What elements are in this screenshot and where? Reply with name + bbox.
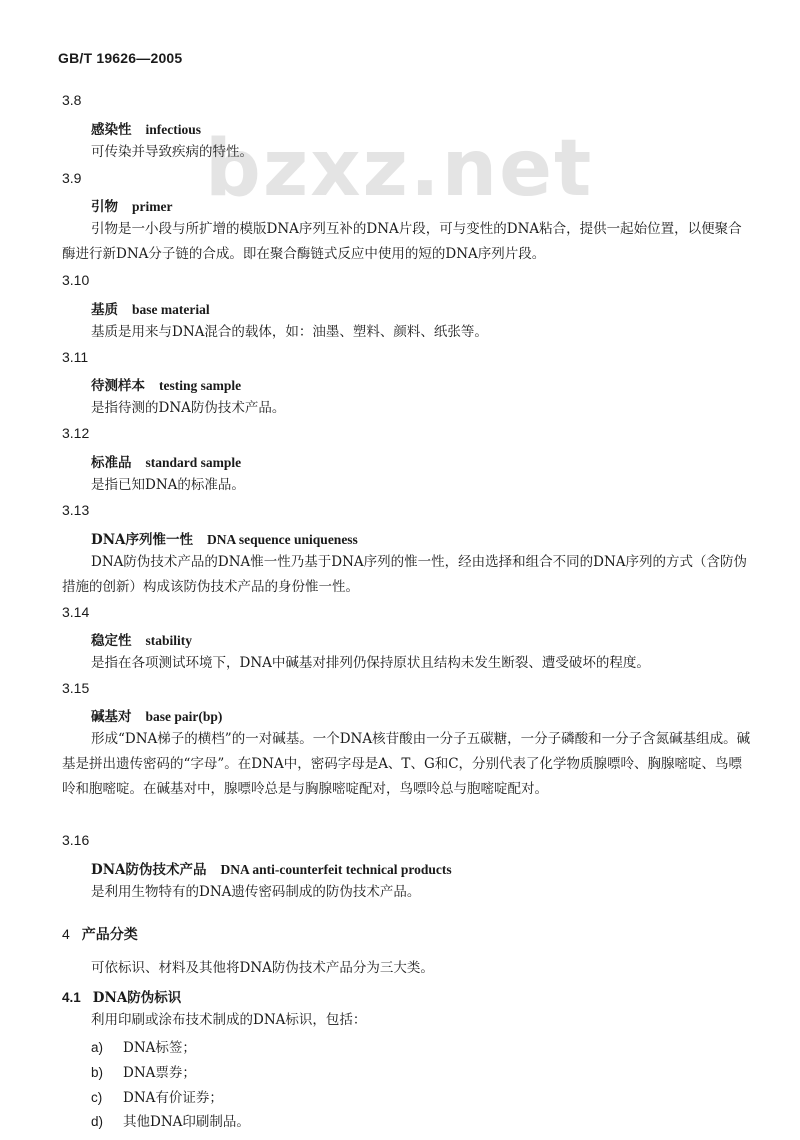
term-definition: 是利用生物特有的DNA遗传密码制成的防伪技术产品。: [91, 884, 421, 900]
term-en: testing sample: [159, 378, 242, 393]
section-number: 4: [62, 926, 70, 942]
term-heading: [91, 298, 210, 318]
term-en: primer: [132, 199, 173, 214]
term-cn: 待测样本: [91, 378, 145, 394]
list-text: DNA票券；: [123, 1065, 196, 1081]
term-cn: 感染性: [91, 122, 132, 138]
term-en: DNA anti-counterfeit technical products: [220, 862, 452, 877]
clause-number: 3.15: [62, 680, 90, 696]
term-cn: DNA序列惟一性: [91, 532, 194, 548]
watermark: bzxz.net: [205, 124, 594, 214]
term-en: infectious: [145, 122, 201, 137]
section-title: 产品分类: [81, 927, 138, 943]
list-marker: a): [91, 1040, 104, 1055]
list-item: [91, 1110, 250, 1130]
term-cn: 碱基对: [91, 709, 132, 725]
subsection-intro: 利用印刷或涂布技术制成的DNA标识，包括：: [91, 1012, 367, 1028]
subsection-heading: [62, 986, 181, 1006]
term-en: base pair(bp): [145, 709, 223, 724]
term-en: base material: [132, 302, 210, 317]
term-definition: 是指待测的DNA防伪技术产品。: [91, 400, 286, 416]
list-marker: c): [91, 1090, 103, 1105]
term-en: DNA sequence uniqueness: [207, 532, 358, 547]
term-heading: [91, 118, 201, 138]
list-text: DNA有价证券；: [123, 1090, 223, 1106]
term-heading: [91, 528, 358, 548]
subsection-number: 4.1: [62, 990, 81, 1005]
clause-number: 3.10: [62, 272, 90, 288]
term-heading: [91, 858, 452, 878]
clause-number: 3.8: [62, 92, 82, 108]
subsection-title: DNA防伪标识: [92, 990, 182, 1006]
list-marker: d): [91, 1114, 104, 1129]
clause-number: 3.12: [62, 425, 90, 441]
term-definition: 形成“DNA梯子的横档”的一对碱基。一个DNA核苷酸由一分子五碳糖，一分子磷酸和一分子含氮碱基组成。碱基是拼出遗传密码的“字母”。在DNA中，密码字母是A、T、G和C，分别代表了化学物质腺嘌呤、胸腺嘧啶、鸟嘌呤和胞嘧啶。在碱基对中，腺嘌呤总是与胸腺嘧啶配对，鸟嘌呤总与胞嘧啶配对。: [62, 731, 751, 797]
term-cn: 引物: [91, 199, 118, 215]
term-definition: 可传染并导致疾病的特性。: [91, 144, 253, 160]
clause-number: 3.13: [62, 502, 90, 518]
standard-code: GB/T 19626—2005: [58, 50, 183, 66]
term-heading: [91, 629, 192, 649]
term-definition: 引物是一小段与所扩增的模版DNA序列互补的DNA片段，可与变性的DNA粘合，提供一起始位置，以便聚合酶进行新DNA分子链的合成。即在聚合酶链式反应中使用的短的DNA序列片段。: [62, 221, 742, 262]
list-item: [91, 1086, 223, 1106]
term-definition: 基质是用来与DNA混合的载体，如：油墨、塑料、颜料、纸张等。: [91, 324, 488, 340]
term-heading: [91, 451, 241, 471]
list-item: [91, 1061, 196, 1081]
term-en: stability: [145, 633, 193, 648]
section-intro: 可依标识、材料及其他将DNA防伪技术产品分为三大类。: [91, 960, 434, 976]
clause-number: 3.14: [62, 604, 90, 620]
term-en: standard sample: [145, 455, 242, 470]
clause-number: 3.9: [62, 170, 82, 186]
term-heading: [91, 374, 241, 394]
term-definition: DNA防伪技术产品的DNA惟一性乃基于DNA序列的惟一性，经由选择和组合不同的DNA序列的方式（含防伪措施的创新）构成该防伪技术产品的身份惟一性。: [62, 554, 748, 595]
list-text: DNA标签；: [123, 1040, 196, 1056]
list-item: [91, 1036, 196, 1056]
section-heading: [62, 924, 138, 944]
term-definition: 是指在各项测试环境下，DNA中碱基对排列仍保持原状且结构未发生断裂、遭受破坏的程度。: [91, 655, 650, 671]
term-cn: 基质: [91, 302, 118, 318]
list-marker: b): [91, 1065, 104, 1080]
term-heading: [91, 195, 172, 215]
term-definition: 是指已知DNA的标准品。: [91, 477, 245, 493]
term-cn: 标准品: [91, 455, 132, 471]
term-cn: 稳定性: [91, 633, 132, 649]
list-text: 其他DNA印刷制品。: [123, 1114, 250, 1130]
term-heading: [91, 705, 222, 725]
clause-number: 3.16: [62, 832, 90, 848]
term-cn: DNA防伪技术产品: [91, 862, 207, 878]
clause-number: 3.11: [62, 349, 89, 365]
